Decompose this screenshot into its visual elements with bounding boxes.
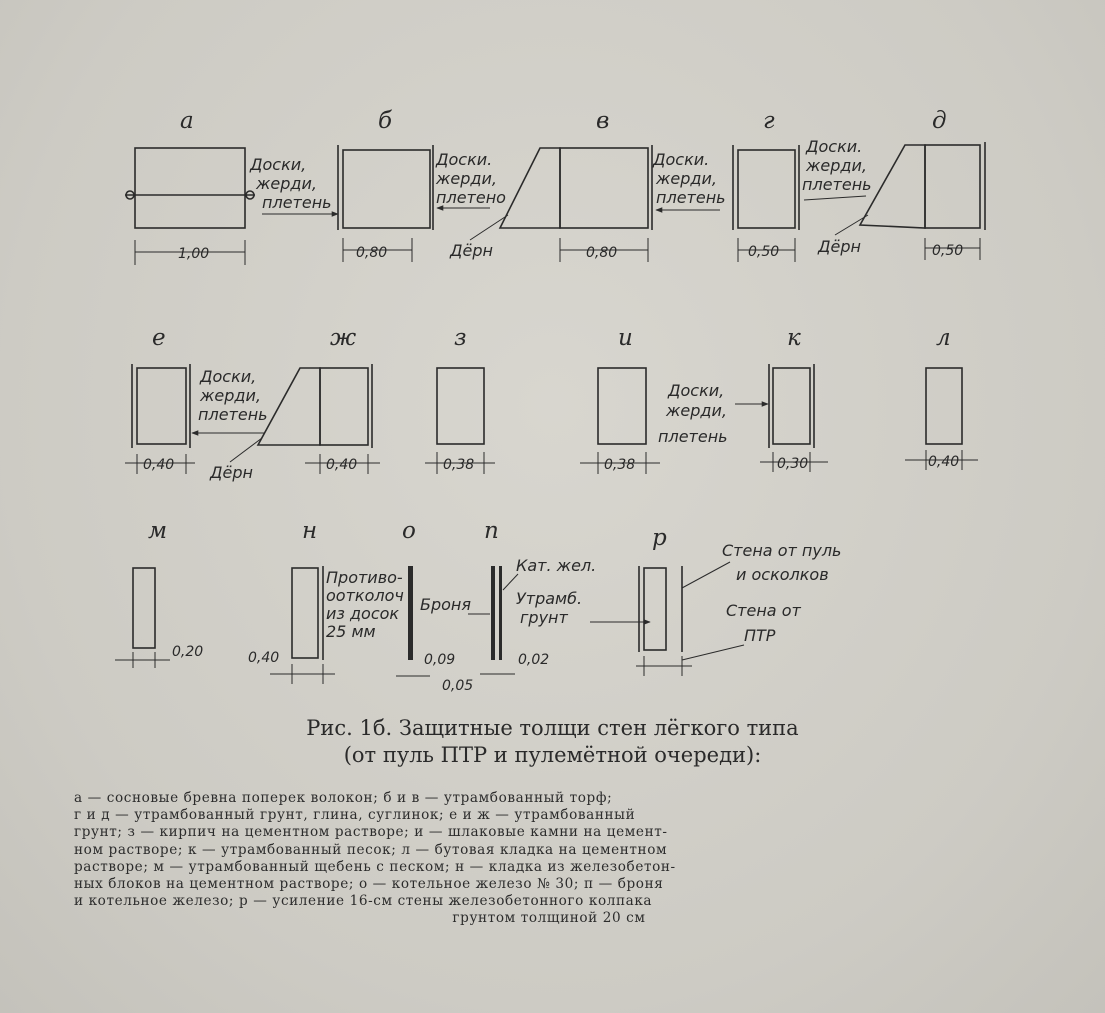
panel-g-soil — [733, 145, 799, 230]
note-r-bullets-1: Стена от пуль — [722, 541, 842, 560]
note-rammed-r — [516, 589, 650, 627]
note-n-3: из досок — [326, 604, 400, 623]
panel-label-p: п — [484, 518, 499, 544]
caption-line-2: (от пуль ПТР и пулемётной очереди): — [343, 743, 762, 767]
note-g-2: жерди, — [656, 169, 717, 188]
note-a-2: жерди, — [256, 174, 317, 193]
note-g-3: плетень — [656, 188, 726, 207]
note-i-1: Доски, — [668, 381, 725, 400]
note-i-3: плетень — [658, 427, 728, 446]
caption-line-1: Рис. 1б. Защитные толщи стен лёгкого типа — [306, 716, 799, 740]
dim-e: 0,40 — [143, 457, 175, 473]
panel-p-armor — [491, 566, 502, 660]
note-n-1: Противо- — [326, 568, 403, 587]
panel-n-blocks — [292, 566, 323, 660]
dimension-p — [442, 652, 549, 694]
panel-d-soil-sod — [860, 142, 985, 230]
dimension-k — [760, 452, 828, 472]
note-r-ptr-1: Стена от — [726, 601, 801, 620]
dim-p2: 0,05 — [442, 678, 474, 694]
note-boards-d — [802, 137, 872, 200]
note-v-1: Доски. — [436, 150, 493, 169]
legend-line: ных блоков на цементном растворе; о — котельное железо № 30; п — броня — [74, 876, 664, 893]
dimension-e — [125, 454, 195, 474]
note-sod-d — [817, 215, 868, 256]
panel-label-l: л — [936, 325, 951, 351]
note-e-2: жерди, — [200, 386, 261, 405]
dim-a: 1,00 — [178, 246, 210, 262]
dim-v: 0,80 — [586, 245, 618, 261]
note-d-3: плетень — [802, 175, 872, 194]
note-i-2: жерди, — [666, 401, 727, 420]
dim-n: 0,40 — [248, 650, 280, 666]
note-r-ptr-2: ПТР — [744, 626, 776, 645]
panel-z-brick — [437, 368, 484, 444]
note-n-2: оотколоч — [326, 586, 404, 605]
legend-line: ном растворе; к — утрамбованный песок; л — бутовая кладка на цементном — [74, 841, 668, 858]
panel-k-sand — [769, 364, 814, 448]
panel-o-iron — [408, 566, 413, 660]
note-sod-v — [449, 215, 508, 260]
dimension-i — [580, 452, 660, 474]
legend-line: грунтом толщиной 20 см — [452, 910, 646, 927]
panel-a-logs — [125, 148, 255, 228]
dimension-m — [115, 644, 203, 668]
legend-line: грунт; з — кирпич на цементном растворе; и — шлаковые камни на цемент- — [74, 824, 668, 841]
dim-m: 0,20 — [172, 644, 204, 660]
note-r-bullets-2: и осколков — [736, 565, 829, 584]
legend-line: а — сосновые бревна поперек волокон; б и в — утрамбованный торф; — [74, 790, 613, 806]
panel-label-b: б — [378, 108, 393, 134]
note-antifrag-n — [326, 568, 404, 641]
note-d-1: Доски. — [806, 137, 863, 156]
dimension-l — [905, 450, 978, 470]
dimension-r — [636, 656, 692, 676]
legend-line: растворе; м — утрамбованный щебень с песком; н — кладка из железобетон- — [74, 858, 676, 875]
note-d-sod: Дёрн — [818, 237, 861, 256]
panel-label-a: а — [180, 108, 194, 134]
panel-b-peat — [338, 145, 433, 230]
dimension-z — [425, 452, 495, 474]
legend-line: и котельное железо; р — усиление 16-см стены железобетонного колпака — [74, 893, 653, 910]
figure-legend — [74, 790, 1024, 928]
note-d-2: жерди, — [806, 156, 867, 175]
dimension-v — [560, 238, 648, 262]
note-g-1: Доски. — [653, 150, 710, 169]
figure-caption — [0, 715, 1105, 769]
dimension-g — [738, 238, 795, 262]
dim-g: 0,50 — [748, 244, 780, 260]
note-n-4: 25 мм — [326, 622, 376, 641]
note-zh-sod: Дёрн — [210, 463, 253, 482]
dim-o: 0,09 — [424, 652, 456, 668]
panel-e-soil — [132, 364, 190, 448]
note-v-2: жерди, — [436, 169, 497, 188]
dimension-b — [343, 238, 412, 262]
panel-label-e: е — [152, 325, 166, 351]
note-a-3: плетень — [262, 193, 332, 212]
dim-l: 0,40 — [928, 454, 960, 470]
note-e-1: Доски, — [200, 367, 257, 386]
note-v-3: плетено — [436, 188, 506, 207]
note-e-3: плетень — [198, 405, 268, 424]
panel-label-g: г — [763, 108, 775, 134]
panel-m-gravel — [133, 568, 155, 648]
note-p-kat: Кат. жел. — [516, 556, 597, 575]
dim-zh: 0,40 — [326, 457, 358, 473]
legend-line: г и д — утрамбованный грунт, глина, суглинок; е и ж — утрамбованный — [74, 807, 636, 824]
note-v-sod: Дёрн — [450, 241, 493, 260]
note-sod-zh — [209, 438, 262, 482]
panel-r-reinforcement — [639, 566, 682, 652]
dim-i: 0,38 — [604, 457, 636, 473]
panel-zh-soil-sod — [258, 364, 372, 448]
note-boards-v — [435, 150, 506, 208]
panel-v-peat-sod — [500, 145, 652, 230]
dim-b: 0,80 — [356, 245, 388, 261]
note-boards-e — [192, 367, 268, 433]
dim-z: 0,38 — [443, 457, 475, 473]
panel-label-z: з — [454, 325, 467, 351]
panel-label-r: р — [652, 525, 667, 551]
panel-label-v: в — [596, 108, 610, 134]
panel-label-i: и — [618, 325, 633, 351]
dim-d: 0,50 — [932, 243, 964, 259]
panel-label-d: д — [932, 108, 947, 134]
note-a-1: Доски, — [250, 155, 307, 174]
dimension-a — [135, 240, 245, 265]
panel-l-rubble — [926, 368, 962, 444]
panel-label-n: н — [302, 518, 318, 544]
dimension-o — [396, 652, 455, 676]
dimension-zh — [305, 454, 380, 474]
note-boards-i — [658, 381, 768, 446]
panel-label-zh: ж — [330, 325, 357, 351]
panel-label-k: к — [787, 325, 801, 351]
dim-p: 0,02 — [518, 652, 550, 668]
note-r-rammed-1: Утрамб. — [516, 589, 583, 608]
dimension-d — [925, 238, 980, 260]
note-boards-a — [249, 155, 338, 214]
panel-i-slag — [598, 368, 646, 444]
panel-label-o: о — [402, 518, 416, 544]
note-walls-r — [682, 541, 841, 660]
dim-k: 0,30 — [777, 456, 809, 472]
note-boards-g — [652, 150, 726, 210]
note-r-rammed-2: грунт — [520, 608, 568, 627]
note-p-armor: Броня — [420, 595, 472, 614]
panel-label-m: м — [148, 518, 168, 544]
